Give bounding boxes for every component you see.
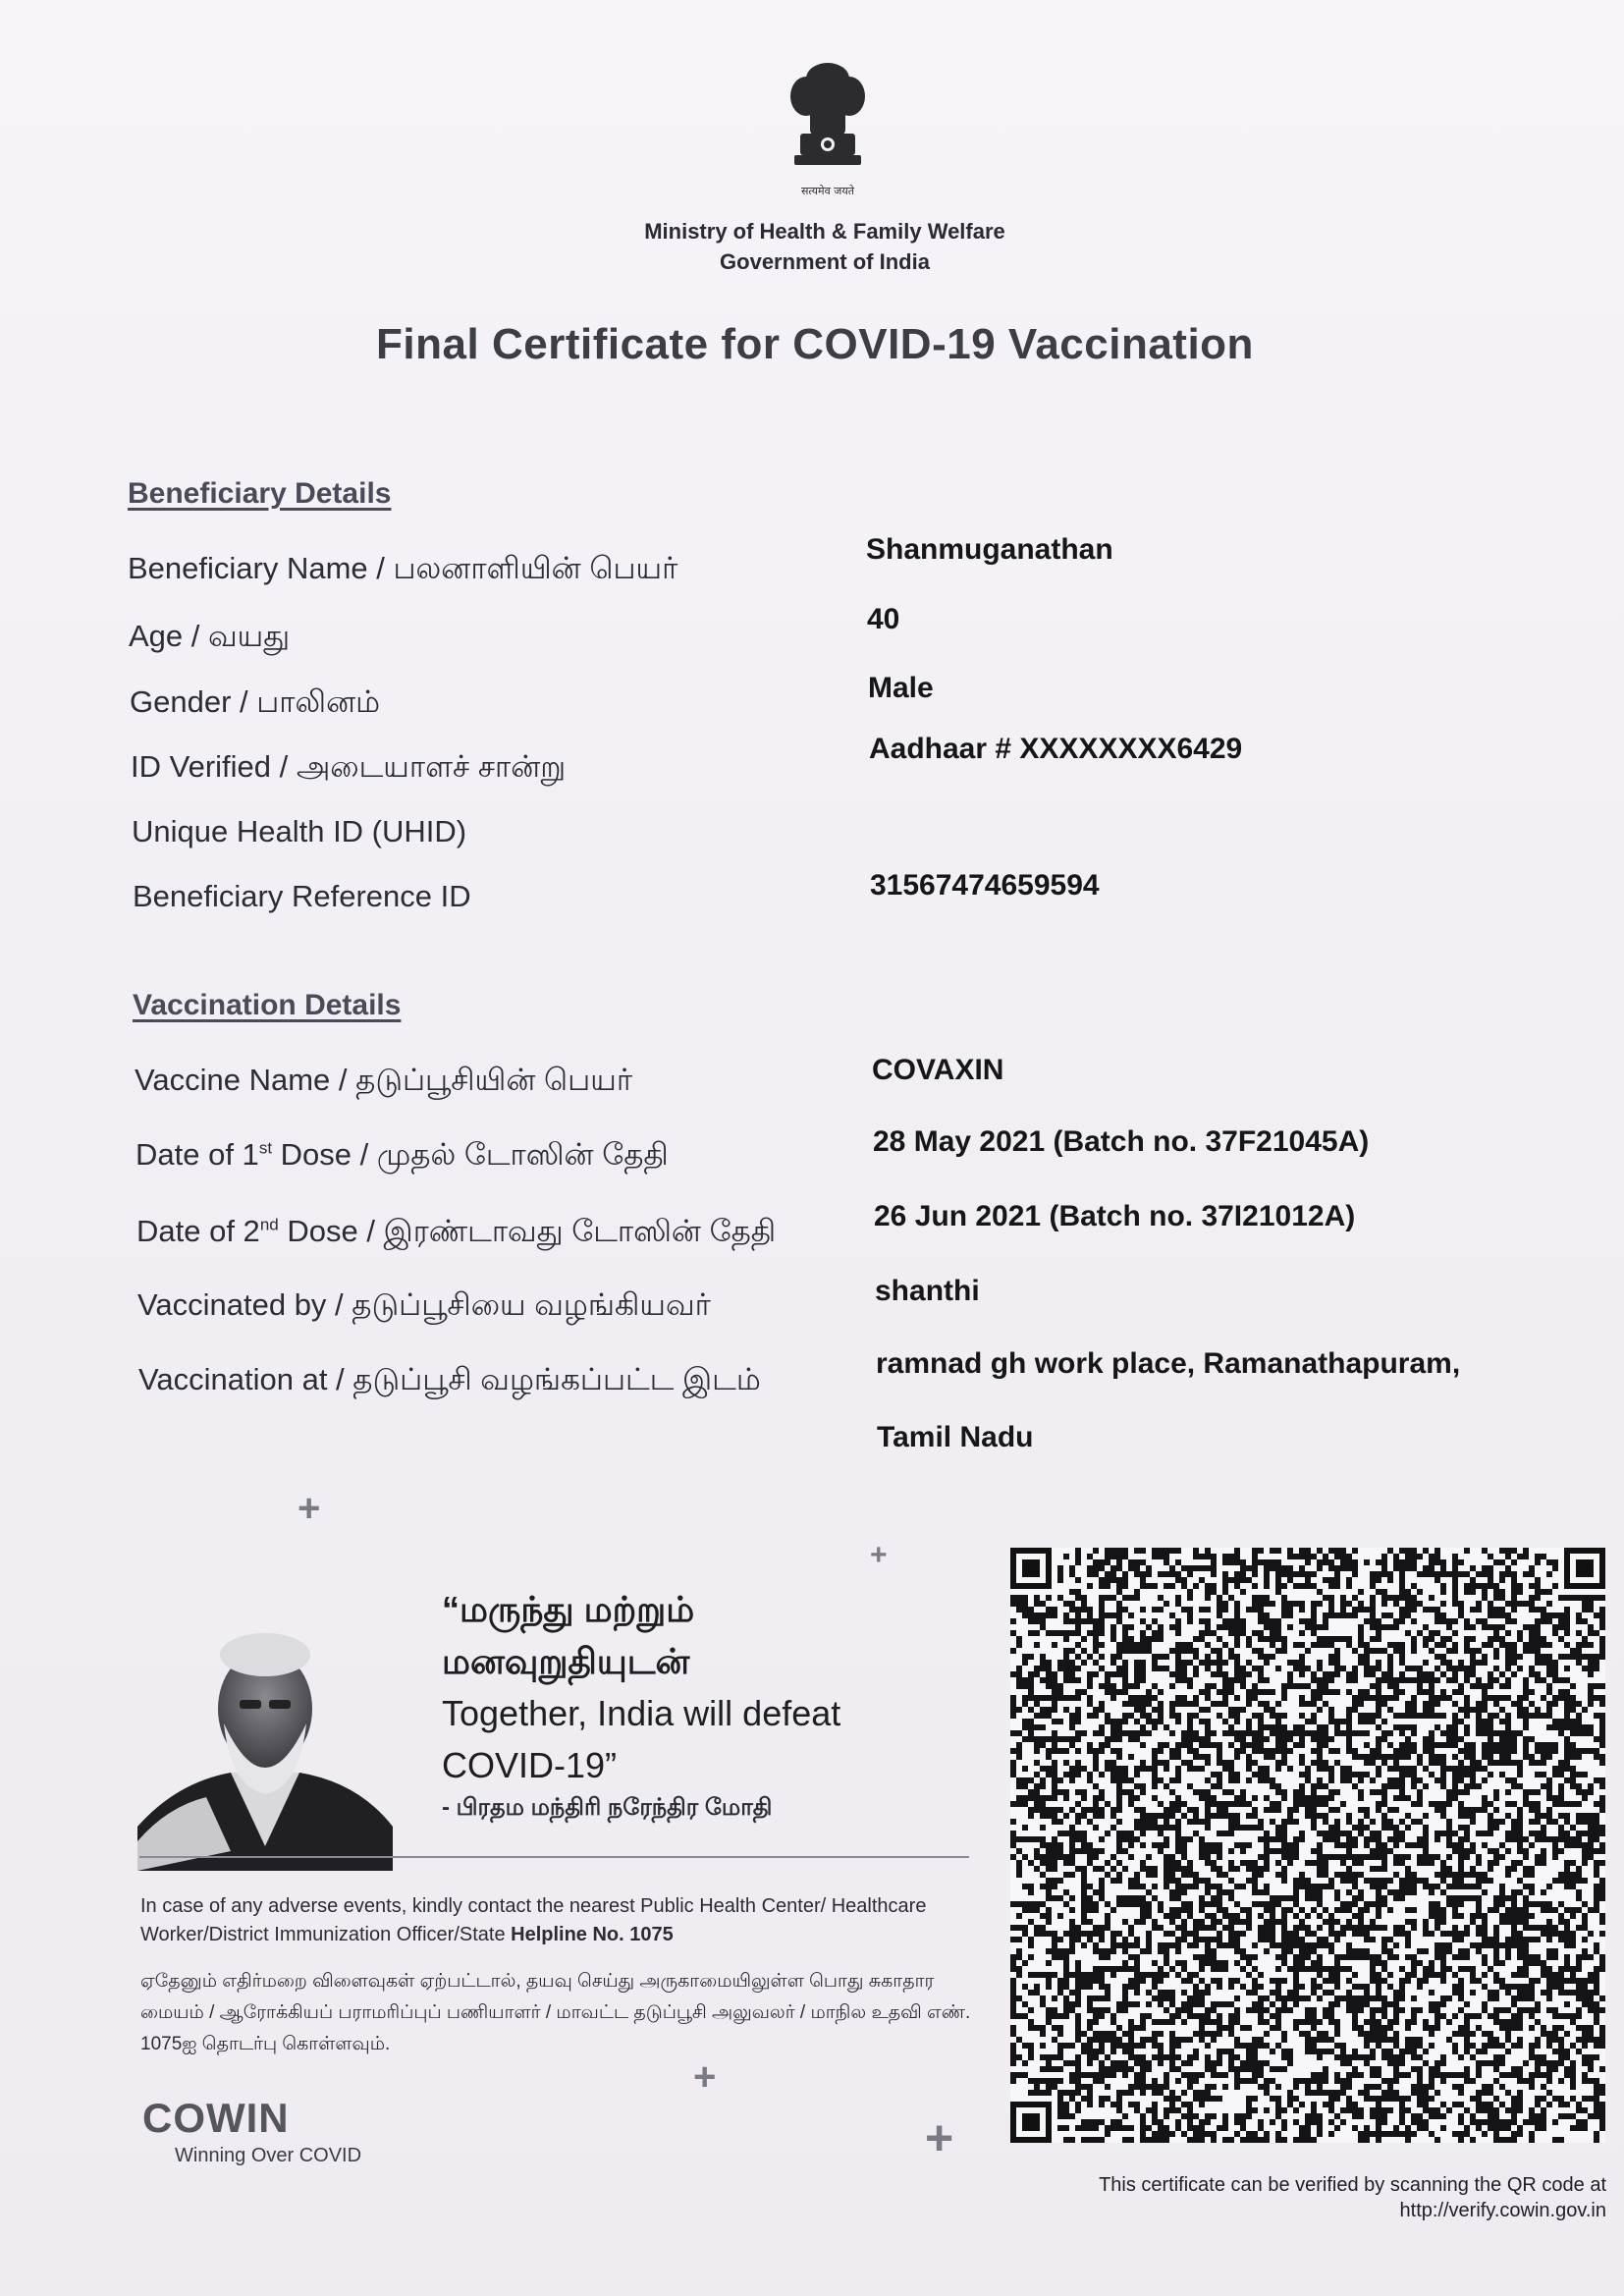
decorative-plus-icon: + (870, 1539, 888, 1571)
qr-finder-pattern (1022, 2113, 1040, 2131)
adverse-events-notice-tamil: ஏதேனும் எதிர்மறை விளைவுகள் ஏற்பட்டால், தயவு செய்து அருகாமையிலுள்ள பொது சுகாதார மையம் / ஆரோக்கியப் பராமரிப்புப் பணியாளர் / மாவட்ட தடுப்பூசி அலுவலர் / மாநில உதவி எண். 1075ஐ தொடர்பு கொள்ளவும். (140, 1971, 971, 2054)
vaccination-at-label: Vaccination at / தடுப்பூசி வழங்கப்பட்ட இடம் (138, 1362, 761, 1396)
age-label: Age / வயது (129, 619, 291, 653)
second-dose-label (136, 1214, 776, 1253)
uhid-label: Unique Health ID (UHID) (132, 814, 467, 848)
id-verified-value: Aadhaar # XXXXXXXX6429 (869, 733, 1243, 765)
qr-finder-pattern (1576, 1559, 1594, 1577)
national-emblem-icon (781, 57, 875, 204)
adverse-events-text: In case of any adverse events, kindly contact the nearest Public Health Center/ Healthcare Worker/District Immunization Officer/State (140, 1895, 927, 1945)
cowin-logo: COWIN (142, 2095, 290, 2141)
ministry-name: Ministry of Health & Family Welfare (644, 219, 1005, 244)
certificate-title: Final Certificate for COVID-19 Vaccination (376, 320, 1254, 368)
decorative-plus-icon: + (693, 2055, 717, 2099)
government-name: Government of India (720, 249, 930, 274)
second-dose-value: 26 Jun 2021 (Batch no. 37I21012A) (874, 1200, 1356, 1232)
vaccinated-by-value: shanthi (875, 1275, 980, 1307)
first-dose-label-sup: st (258, 1138, 273, 1158)
pm-quote (442, 1583, 952, 1791)
vaccine-name-label: Vaccine Name / தடுப்பூசியின் பெயர் (135, 1063, 633, 1097)
age-value: 40 (867, 603, 900, 635)
beneficiary-reference-value: 31567474659594 (870, 869, 1100, 902)
cowin-tagline: Winning Over COVID (175, 2145, 362, 2166)
beneficiary-name-value: Shanmuganathan (866, 533, 1113, 566)
quote-line-2: மனவுறுதியுடன் (442, 1641, 690, 1681)
divider (139, 1856, 969, 1858)
verification-note (992, 2172, 1606, 2223)
second-dose-label-sup: nd (259, 1215, 279, 1234)
qr-finder-pattern (1022, 1559, 1040, 1577)
quote-line-4: COVID-19” (442, 1745, 618, 1785)
adverse-events-notice (140, 1892, 985, 1949)
beneficiary-details-heading: Beneficiary Details (128, 477, 392, 510)
gender-value: Male (868, 672, 934, 704)
vaccination-details-heading: Vaccination Details (133, 989, 402, 1021)
first-dose-label (135, 1137, 669, 1176)
second-dose-label-rest: Dose / இரண்டாவது டோஸின் தேதி (278, 1214, 777, 1248)
decorative-plus-icon: + (298, 1487, 321, 1530)
quote-line-3: Together, India will defeat (442, 1693, 841, 1733)
emblem-motto: सत्यमेव जयते (800, 185, 855, 197)
gender-label: Gender / பாலினம் (130, 684, 381, 719)
decorative-plus-icon: + (925, 2110, 954, 2165)
beneficiary-reference-label: Beneficiary Reference ID (133, 879, 471, 913)
first-dose-value: 28 May 2021 (Batch no. 37F21045A) (873, 1125, 1370, 1158)
verification-text: This certificate can be verified by scanning the QR code at (1099, 2174, 1606, 2196)
id-verified-label: ID Verified / அடையாளச் சான்று (131, 749, 567, 784)
vaccination-at-value-line2: Tamil Nadu (877, 1421, 1034, 1453)
beneficiary-name-label: Beneficiary Name / பலனாளியின் பெயர் (128, 551, 678, 585)
vaccine-name-value: COVAXIN (872, 1054, 1004, 1086)
helpline-number: Helpline No. 1075 (511, 1924, 674, 1945)
vaccinated-by-label: Vaccinated by / தடுப்பூசியை வழங்கியவர் (137, 1287, 711, 1322)
quote-attribution: - பிரதம மந்திரி நரேந்திர மோதி (442, 1794, 773, 1821)
quote-line-1: “மருந்து மற்றும் (442, 1589, 695, 1629)
vaccination-at-value: ramnad gh work place, Ramanathapuram, (876, 1347, 1461, 1380)
first-dose-label-rest: Dose / முதல் டோஸின் தேதி (272, 1137, 669, 1172)
ministry-block (530, 216, 1119, 277)
second-dose-label-text: Date of 2 (136, 1214, 260, 1248)
verification-qr-code[interactable] (1009, 1548, 1606, 2143)
prime-minister-portrait (137, 1615, 393, 1871)
first-dose-label-text: Date of 1 (135, 1137, 259, 1172)
verification-url[interactable]: http://verify.cowin.gov.in (1399, 2200, 1606, 2221)
